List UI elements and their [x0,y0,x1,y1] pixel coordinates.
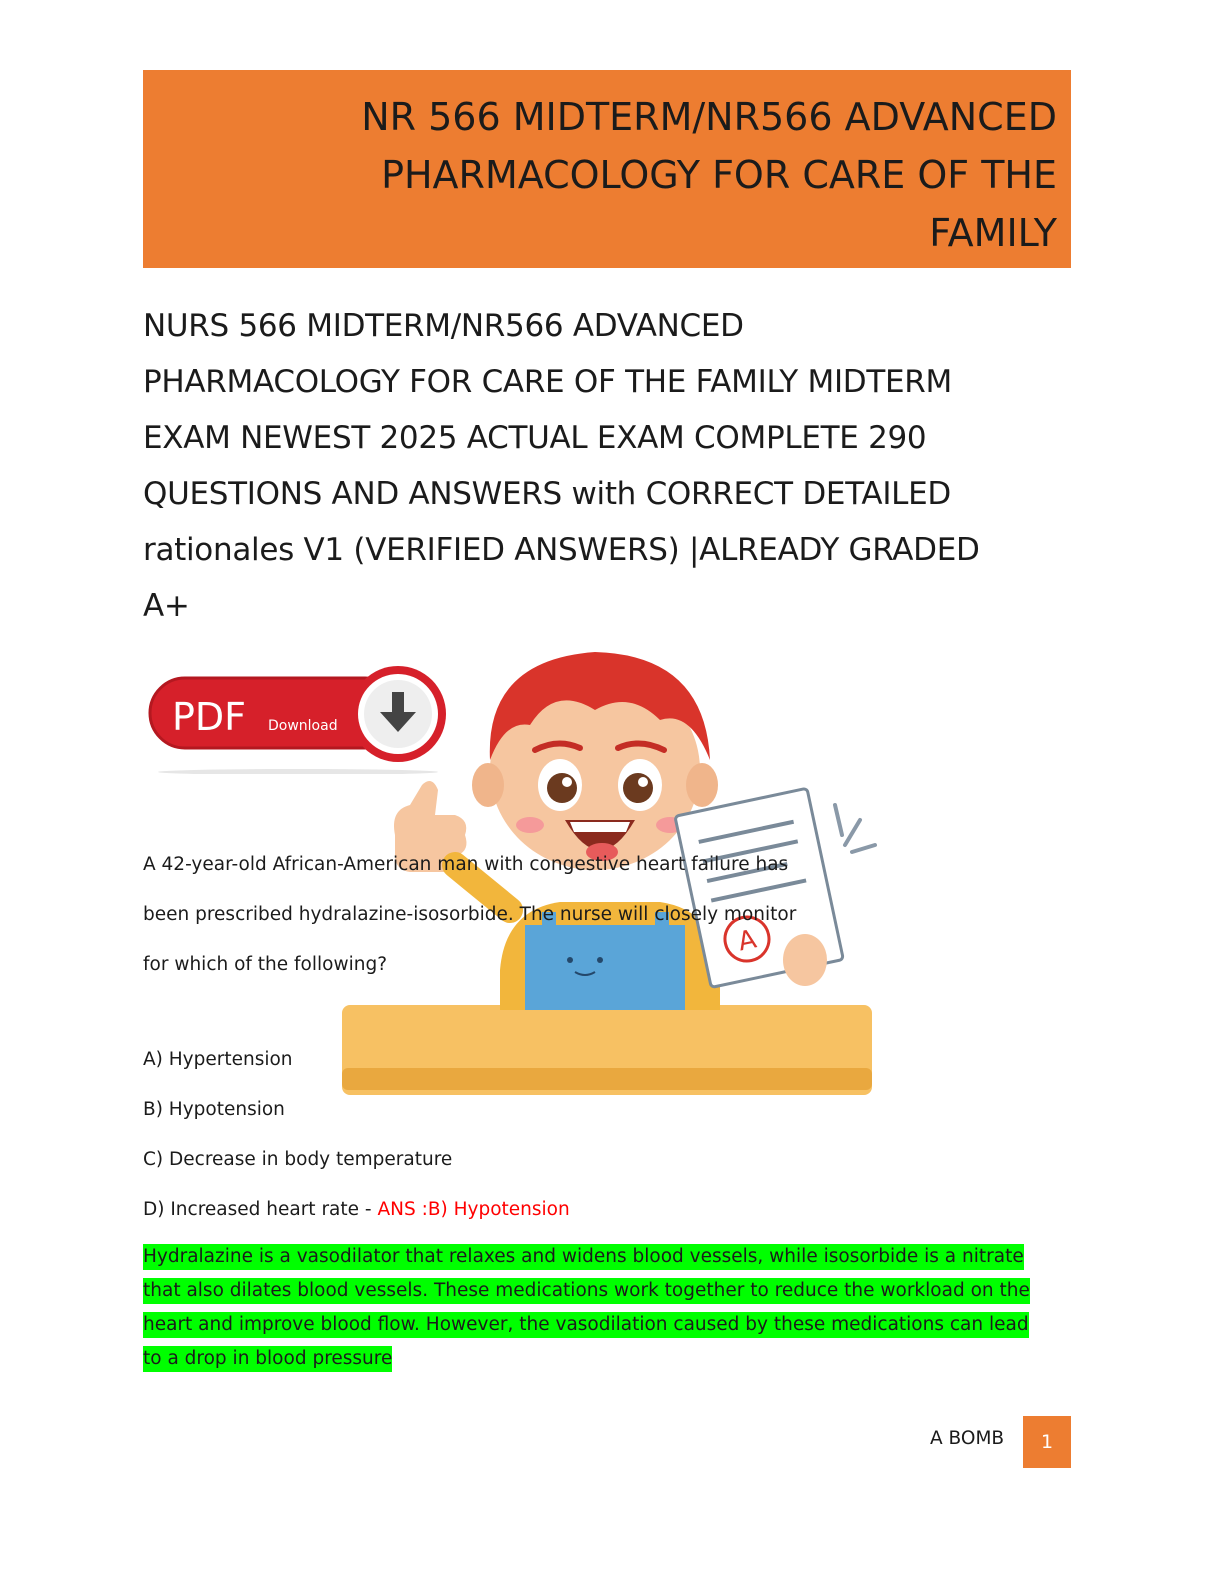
rationale-highlight: to a drop in blood pressure [143,1346,392,1372]
rationale-highlight: Hydralazine is a vasodilator that relaxes and widens blood vessels, while isosorbide is a nitrate [143,1244,1024,1270]
answer-options [143,1035,943,1235]
header-line: PHARMACOLOGY FOR CARE OF THE [381,153,1057,197]
footer-label: A BOMB [930,1428,1005,1449]
title-line: PHARMACOLOGY FOR CARE OF THE FAMILY MIDTERM [143,364,952,400]
question-line: A 42-year-old African-American man with congestive heart failure has [143,854,789,875]
option-b: B) Hypotension [143,1099,285,1120]
title-line: NURS 566 MIDTERM/NR566 ADVANCED [143,308,744,344]
rationale-line [143,1240,1073,1274]
rationale-line [143,1342,1073,1376]
option-d-text: D) Increased heart rate - [143,1199,378,1220]
rationale-highlight: heart and improve blood flow. However, the vasodilation caused by these medications can lead [143,1312,1029,1338]
header-line: NR 566 MIDTERM/NR566 ADVANCED [361,95,1057,139]
rationale [143,1240,1073,1376]
title-line: QUESTIONS AND ANSWERS with CORRECT DETAILED [143,476,951,512]
rationale-line [143,1308,1073,1342]
question-text [143,840,843,990]
page-number: 1 [1023,1416,1071,1468]
pdf-label: PDF [172,695,247,739]
option-c: C) Decrease in body temperature [143,1149,453,1170]
correct-answer: ANS :B) Hypotension [377,1199,570,1220]
title-line: rationales V1 (VERIFIED ANSWERS) |ALREADY GRADED [143,532,980,568]
pdf-download-button[interactable] [148,664,453,774]
document-title [143,298,1073,634]
header-banner [143,70,1071,268]
download-label: Download [268,718,338,734]
rationale-highlight: that also dilates blood vessels. These medications work together to reduce the workload on the [143,1278,1030,1304]
title-line: A+ [143,588,190,624]
rationale-line [143,1274,1073,1308]
grade-mark: A [735,924,760,958]
header-line: FAMILY [929,211,1057,255]
question-line: for which of the following? [143,954,388,975]
option-d [143,1185,943,1235]
title-line: EXAM NEWEST 2025 ACTUAL EXAM COMPLETE 290 [143,420,927,456]
option-a: A) Hypertension [143,1049,293,1070]
question-line: been prescribed hydralazine-isosorbide. The nurse will closely monitor [143,904,797,925]
